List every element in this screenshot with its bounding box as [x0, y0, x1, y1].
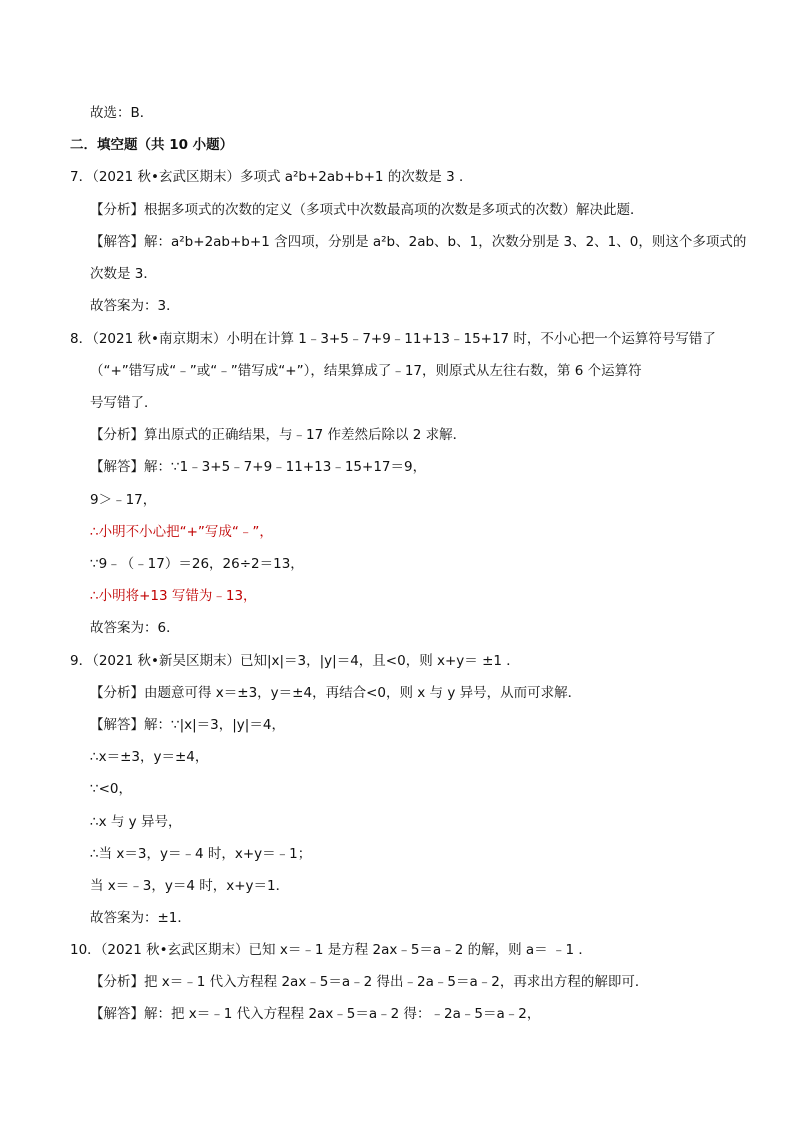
text-line: 【解答】解：∵|x|＝3，|y|＝4，: [90, 717, 285, 733]
text-line: 【分析】由题意可得 x＝±3，y＝±4，再结合<0，则 x 与 y 异号，从而可求解．: [90, 685, 582, 701]
text-line: ∴x＝±3，y＝±4，: [90, 749, 209, 765]
text-line: 故答案为：6．: [90, 620, 180, 636]
text-line: 8．（2021 秋•南京期末）小明在计算 1﹣3+5﹣7+9﹣11+13﹣15+17 时，不小心把一个运算符号写错了: [70, 331, 716, 347]
text-line: ∵<0，: [90, 781, 132, 797]
text-line: 当 x＝﹣3，y＝4 时，x+y＝1．: [90, 878, 290, 894]
text-line: 7．（2021 秋•玄武区期末）多项式 a²b+2ab+b+1 的次数是 3 ．: [70, 169, 473, 185]
text-line: （“+”错写成“﹣”或“﹣”错写成“+”），结果算成了﹣17，则原式从左往右数，第 6 个运算符: [90, 363, 642, 379]
text-line: 故答案为：3．: [90, 298, 180, 314]
text-line: 次数是 3．: [90, 266, 157, 282]
text-line: 二．填空题（共 10 小题）: [70, 137, 234, 153]
text-line: 9．（2021 秋•新吴区期末）已知|x|＝3，|y|＝4，且<0，则 x+y＝ ±1 ．: [70, 653, 520, 669]
text-line: 10．（2021 秋•玄武区期末）已知 x＝﹣1 是方程 2ax﹣5＝a﹣2 的解，则 a＝ ﹣1 ．: [70, 942, 592, 958]
text-line: ∴小明不小心把“+”写成“﹣”，: [90, 524, 273, 540]
text-line: 【解答】解：∵1﹣3+5﹣7+9﹣11+13﹣15+17＝9，: [90, 459, 427, 475]
text-line: ∴当 x＝3，y＝﹣4 时，x+y＝﹣1；: [90, 846, 312, 862]
text-line: ∴小明将+13 写错为﹣13，: [90, 588, 257, 604]
text-line: 【解答】解：把 x＝﹣1 代入方程程 2ax﹣5＝a﹣2 得：﹣2a﹣5＝a﹣2，: [90, 1006, 541, 1022]
text-line: 【分析】算出原式的正确结果，与﹣17 作差然后除以 2 求解．: [90, 427, 467, 443]
text-line: 【解答】解：a²b+2ab+b+1 含四项，分别是 a²b、2ab、b、1，次数分别是 3、2、1、0，则这个多项式的: [90, 234, 747, 250]
text-line: 故选：B．: [90, 105, 154, 121]
text-line: ∵9﹣（﹣17）＝26，26÷2＝13，: [90, 556, 304, 572]
text-line: 号写错了．: [90, 395, 158, 411]
text-line: 故答案为：±1．: [90, 910, 191, 926]
text-line: ∴x 与 y 异号，: [90, 814, 182, 830]
text-line: 【分析】根据多项式的次数的定义（多项式中次数最高项的次数是多项式的次数）解决此题．: [90, 202, 644, 218]
text-line: 【分析】把 x＝﹣1 代入方程程 2ax﹣5＝a﹣2 得出﹣2a﹣5＝a﹣2，再求出方程的解即可．: [90, 974, 649, 990]
text-line: 9＞﹣17，: [90, 492, 157, 508]
